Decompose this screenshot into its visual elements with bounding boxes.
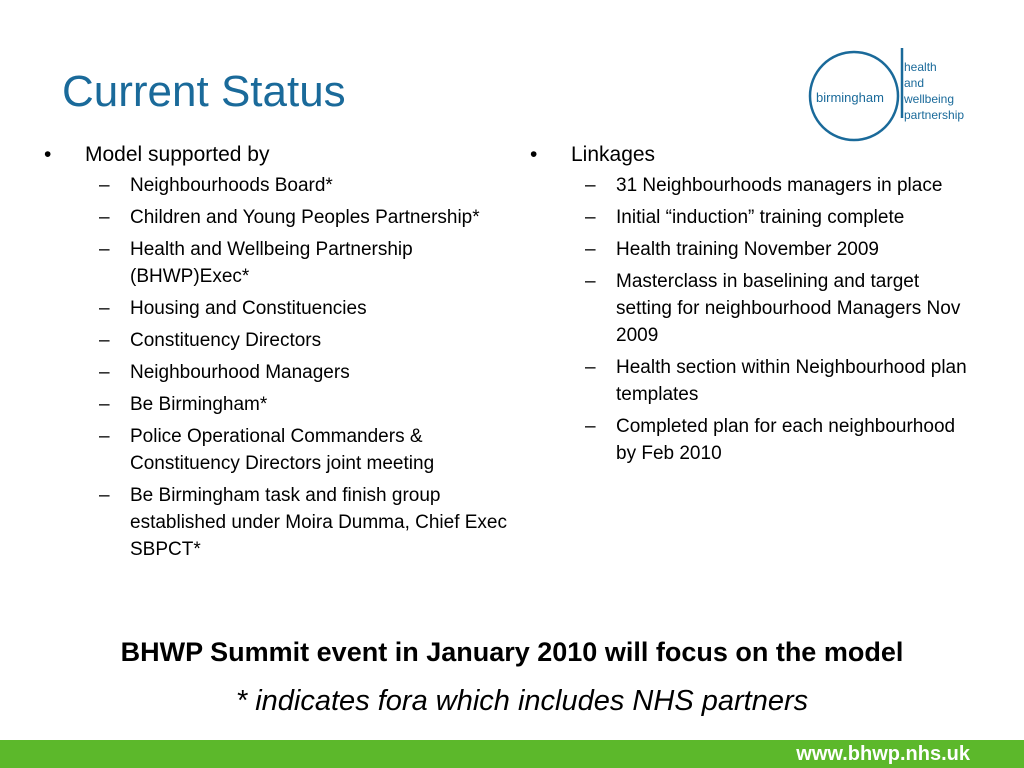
logo-line: and [904,76,925,90]
logo-word: birmingham [816,90,884,105]
list-item-text: Be Birmingham task and finish group established under Moira Dumma, Chief Exec SBPCT* [130,485,508,560]
list-item [530,204,970,231]
list-item [44,391,514,418]
footer-bar [0,740,1024,768]
dash-icon: – [99,426,110,447]
list-item-text: Health training November 2009 [616,239,879,260]
dash-icon: – [585,239,596,260]
bullet-text: Linkages [571,143,656,166]
list-item-text: 31 Neighbourhoods managers in place [616,175,943,196]
dash-icon: – [585,175,596,196]
bhwp-logo [806,48,986,144]
dash-icon: – [99,485,110,506]
list-item-text: Initial “induction” training complete [616,207,905,228]
dash-icon: – [99,330,110,351]
list-item [44,359,514,386]
left-column [44,142,514,568]
dash-icon: – [585,416,596,437]
list-item-text: Neighbourhoods Board* [130,175,333,196]
list-item [44,327,514,354]
list-item [530,354,970,408]
list-item-text: Completed plan for each neighbourhood by Feb 2010 [616,416,956,464]
list-item-text: Masterclass in baselining and target setting for neighbourhood Managers Nov 2009 [616,271,961,346]
dash-icon: – [99,394,110,415]
dash-icon: – [585,271,596,292]
list-item [530,413,970,467]
list-item [44,172,514,199]
list-item [44,423,514,477]
list-item-text: Police Operational Commanders & Constituency Directors joint meeting [130,426,435,474]
logo-line: health [904,60,937,74]
list-item [44,295,514,322]
dash-icon: – [99,175,110,196]
nhs-footnote: * indicates fora which includes NHS partners [235,685,809,717]
summit-announcement: BHWP Summit event in January 2010 will focus on the model [120,637,904,667]
list-item-text: Housing and Constituencies [130,298,367,319]
right-column [530,142,970,472]
list-item [44,482,514,563]
logo-line: wellbeing [904,92,955,106]
list-item [44,204,514,231]
list-item-text: Neighbourhood Managers [130,362,350,383]
bullet-dot-icon: • [530,143,538,166]
dash-icon: – [99,239,110,260]
footer-url-link[interactable]: www.bhwp.nhs.uk [796,743,970,765]
dash-icon: – [99,362,110,383]
bullet-model-supported [44,142,514,168]
logo-tagline [904,59,964,123]
dash-icon: – [99,298,110,319]
list-item-text: Health section within Neighbourhood plan templates [616,357,967,405]
dash-icon: – [99,207,110,228]
list-item [530,236,970,263]
list-item-text: Health and Wellbeing Partnership (BHWP)Exec* [130,239,413,287]
list-item-text: Children and Young Peoples Partnership* [130,207,480,228]
slide-title: Current Status [62,67,346,116]
list-item-text: Constituency Directors [130,330,322,351]
bullet-text: Model supported by [85,143,270,166]
list-item [44,236,514,290]
list-item [530,268,970,349]
dash-icon: – [585,357,596,378]
list-item [530,172,970,199]
logo-line: partnership [904,108,965,122]
dash-icon: – [585,207,596,228]
bullet-dot-icon: • [44,143,52,166]
list-item-text: Be Birmingham* [130,394,268,415]
bullet-linkages [530,142,970,168]
